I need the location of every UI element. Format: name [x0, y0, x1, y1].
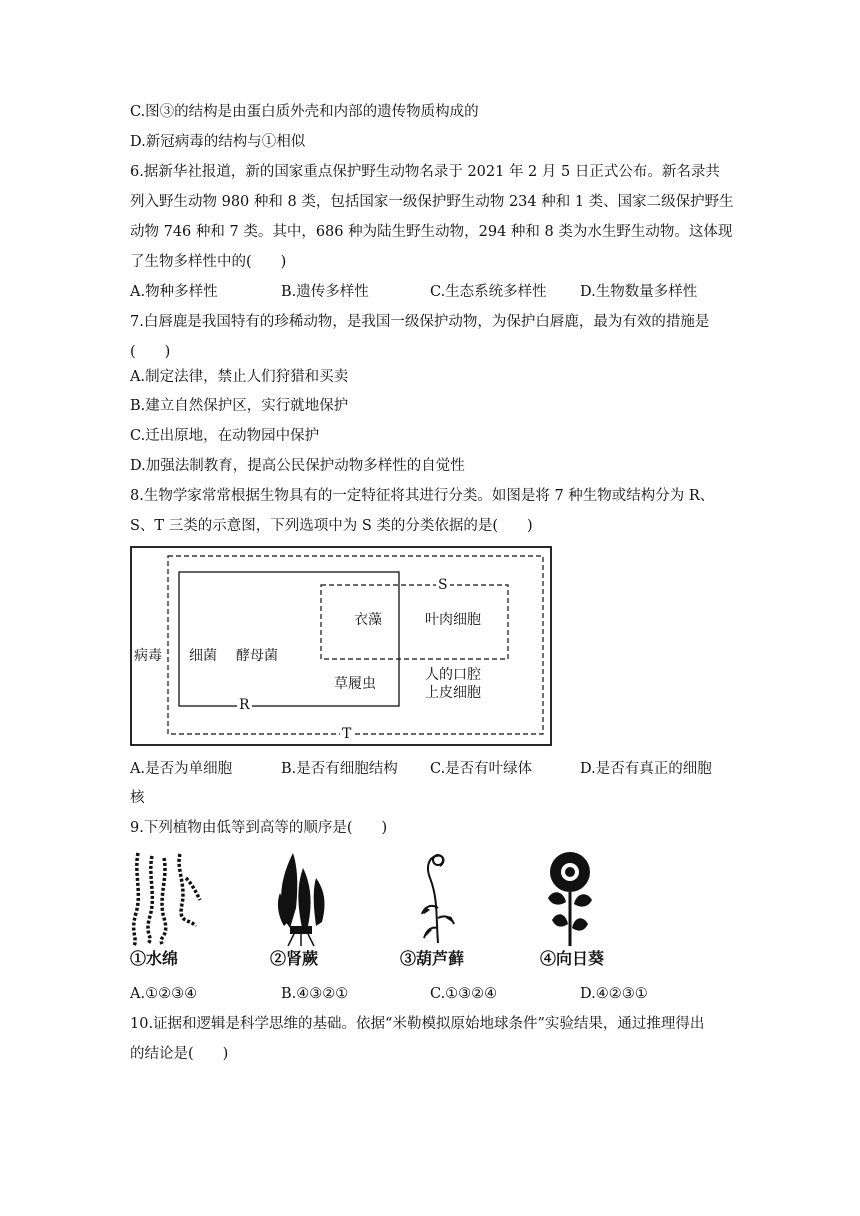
- label-bacteria: 细菌: [189, 648, 217, 664]
- q8-option-c: C.是否有叶绿体: [430, 761, 533, 777]
- spirogyra-icon: [128, 848, 208, 948]
- label-oral-cell-1: 人的口腔: [425, 667, 481, 683]
- q6-option-d: D.生物数量多样性: [580, 284, 698, 300]
- q7-option-b: B.建立自然保护区，实行就地保护: [130, 398, 349, 414]
- question-7-line-1: 7.白唇鹿是我国特有的珍稀动物，是我国一级保护动物，为保护白唇鹿，最为有效的措施是: [130, 314, 710, 330]
- question-8-line-1: 8.生物学家常常根据生物具有的一定特征将其进行分类。如图是将 7 种生物或结构分为 R、: [130, 488, 715, 504]
- label-t: T: [342, 726, 352, 742]
- label-yeast: 酵母菌: [236, 648, 278, 664]
- q9-option-d: D.④②③①: [580, 986, 648, 1002]
- question-6-line-2: 列入野生动物 980 种和 8 类，包括国家一级保护野生动物 234 种和 1 类、国家二级保护野生: [130, 194, 734, 210]
- question-10-line-2: 的结论是( ): [130, 1046, 229, 1062]
- q9-option-a: A.①②③④: [130, 986, 198, 1002]
- q6-option-a: A.物种多样性: [130, 284, 218, 300]
- label-spirogyra: ①水绵: [130, 949, 179, 968]
- option-d-line: D.新冠病毒的结构与①相似: [130, 134, 306, 150]
- t-region: [168, 556, 543, 734]
- question-6-line-4: 了生物多样性中的( ): [130, 254, 287, 270]
- question-7-line-2: ( ): [130, 344, 171, 360]
- label-r: R: [239, 697, 250, 713]
- q8-option-d-continued: 核: [130, 790, 145, 806]
- sunflower-icon: [538, 848, 608, 948]
- label-s: S: [438, 577, 448, 593]
- q6-option-c: C.生态系统多样性: [430, 284, 547, 300]
- q7-option-a: A.制定法律，禁止人们狩猎和买卖: [130, 369, 349, 385]
- classification-diagram: [130, 546, 552, 746]
- q7-option-d: D.加强法制教育，提高公民保护动物多样性的自觉性: [130, 458, 465, 474]
- label-fern: ②肾蕨: [270, 949, 319, 968]
- outer-frame: [131, 547, 551, 745]
- q8-option-a: A.是否为单细胞: [130, 761, 233, 777]
- question-8-line-2: S、T 三类的示意图，下列选项中为 S 类的分类依据的是( ): [130, 518, 533, 534]
- q8-option-d: D.是否有真正的细胞: [580, 761, 712, 777]
- question-6-line-3: 动物 746 种和 7 类。其中，686 种为陆生野生动物，294 种和 8 类为水生野生动物。这体现: [130, 224, 733, 240]
- q6-option-b: B.遗传多样性: [281, 284, 369, 300]
- q7-option-c: C.迁出原地，在动物园中保护: [130, 428, 320, 444]
- classification-diagram-svg: [130, 546, 552, 746]
- question-9-line: 9.下列植物由低等到高等的顺序是( ): [130, 820, 388, 836]
- label-paramecium: 草履虫: [334, 676, 376, 692]
- label-virus: 病毒: [134, 648, 162, 664]
- label-mesophyll-cell: 叶肉细胞: [425, 612, 481, 628]
- label-chlamydomonas: 衣藻: [354, 612, 382, 628]
- question-6-line-1: 6.据新华社报道，新的国家重点保护野生动物名录于 2021 年 2 月 5 日正式公布。新名录共: [130, 164, 720, 180]
- moss-icon: [408, 848, 468, 948]
- question-10-line-1: 10.证据和逻辑是科学思维的基础。依据“米勒模拟原始地球条件”实验结果，通过推理得出: [130, 1016, 705, 1032]
- label-oral-cell-2: 上皮细胞: [425, 685, 481, 701]
- fern-icon: [268, 848, 338, 948]
- q8-option-b: B.是否有细胞结构: [281, 761, 398, 777]
- label-sunflower: ④向日葵: [540, 949, 605, 968]
- label-moss: ③葫芦藓: [400, 949, 465, 968]
- option-c-line: C.图③的结构是由蛋白质外壳和内部的遗传物质构成的: [130, 104, 479, 120]
- q9-option-b: B.④③②①: [281, 986, 349, 1002]
- q9-option-c: C.①③②④: [430, 986, 498, 1002]
